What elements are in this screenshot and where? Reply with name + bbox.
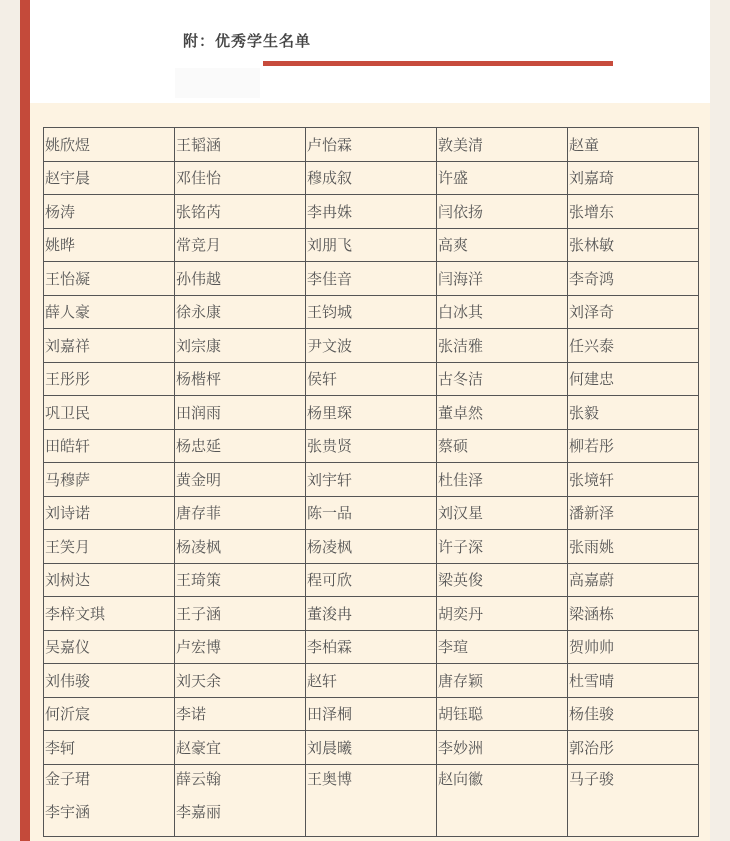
student-name-cell: 张雨姚	[568, 530, 699, 564]
student-name-cell: 王子涵	[175, 597, 306, 631]
table-row	[44, 228, 699, 262]
student-name: 赵向徽	[438, 769, 484, 788]
student-name-cell: 刘宇轩	[306, 463, 437, 497]
student-name-cell: 古冬洁	[437, 362, 568, 396]
student-name-cell	[306, 764, 437, 836]
student-name-cell: 杨楷枰	[175, 362, 306, 396]
student-name-cell: 田皓轩	[44, 429, 175, 463]
student-name-cell: 白冰其	[437, 295, 568, 329]
student-name-cell: 孙伟越	[175, 262, 306, 296]
student-name-cell: 任兴泰	[568, 329, 699, 363]
student-name-cell: 唐存菲	[175, 496, 306, 530]
table-row	[44, 764, 699, 836]
student-name-cell	[568, 764, 699, 836]
student-name-cell: 王彤彤	[44, 362, 175, 396]
student-name-cell: 邓佳怡	[175, 161, 306, 195]
student-name-cell: 张贵贤	[306, 429, 437, 463]
table-row	[44, 664, 699, 698]
student-name-cell	[437, 764, 568, 836]
student-name-cell: 许子深	[437, 530, 568, 564]
header	[30, 0, 710, 103]
table-row	[44, 597, 699, 631]
student-name-cell: 李诺	[175, 697, 306, 731]
student-name-cell: 杨佳骏	[568, 697, 699, 731]
student-name-cell: 杨涛	[44, 195, 175, 229]
student-name-cell: 郭治彤	[568, 731, 699, 765]
student-name-cell	[44, 764, 175, 836]
student-name-cell: 张毅	[568, 396, 699, 430]
student-name-cell: 闫依扬	[437, 195, 568, 229]
content-area	[30, 103, 710, 841]
student-name-cell: 李妙洲	[437, 731, 568, 765]
student-name-cell: 贺帅帅	[568, 630, 699, 664]
student-name: 马子骏	[569, 769, 615, 788]
student-name-cell: 薛人豪	[44, 295, 175, 329]
table-row	[44, 161, 699, 195]
student-name-cell: 刘朋飞	[306, 228, 437, 262]
student-name: 李嘉丽	[176, 802, 222, 821]
student-name-cell: 闫海洋	[437, 262, 568, 296]
student-name-cell: 张林敏	[568, 228, 699, 262]
student-name: 王奥博	[307, 769, 353, 788]
student-name-cell: 刘汉星	[437, 496, 568, 530]
left-accent-bar	[20, 0, 30, 841]
student-name-cell: 赵豪宜	[175, 731, 306, 765]
student-name-cell: 姚晔	[44, 228, 175, 262]
student-name-cell: 尹文波	[306, 329, 437, 363]
student-name-cell: 卢怡霖	[306, 128, 437, 162]
student-name-cell: 何建忠	[568, 362, 699, 396]
student-name-cell: 李瑄	[437, 630, 568, 664]
student-name-cell: 刘嘉祥	[44, 329, 175, 363]
student-name-cell: 刘晨曦	[306, 731, 437, 765]
student-name-cell	[175, 764, 306, 836]
table-row	[44, 530, 699, 564]
student-name-cell: 王笑月	[44, 530, 175, 564]
student-name-cell: 胡钰聪	[437, 697, 568, 731]
student-name-cell: 李轲	[44, 731, 175, 765]
student-name-cell: 李柏霖	[306, 630, 437, 664]
table-row	[44, 329, 699, 363]
student-name-cell: 杨忠延	[175, 429, 306, 463]
student-name-cell: 杜雪晴	[568, 664, 699, 698]
table-row	[44, 128, 699, 162]
student-name-cell: 穆成叙	[306, 161, 437, 195]
student-name: 金子珺	[45, 769, 91, 788]
table-row	[44, 362, 699, 396]
student-name-cell: 赵宇晨	[44, 161, 175, 195]
student-name-cell: 赵轩	[306, 664, 437, 698]
student-name-cell: 张铭芮	[175, 195, 306, 229]
table-row	[44, 262, 699, 296]
student-name-cell: 卢宏博	[175, 630, 306, 664]
table-row	[44, 697, 699, 731]
title-underline	[263, 61, 613, 66]
student-name-cell: 杨里琛	[306, 396, 437, 430]
student-name-cell: 刘宗康	[175, 329, 306, 363]
student-name-cell: 杜佳泽	[437, 463, 568, 497]
student-list-body	[44, 128, 699, 837]
student-name-cell: 高爽	[437, 228, 568, 262]
student-name-cell: 张境轩	[568, 463, 699, 497]
student-name-cell: 刘泽奇	[568, 295, 699, 329]
student-name-cell: 高嘉蔚	[568, 563, 699, 597]
student-name-cell: 李梓文琪	[44, 597, 175, 631]
student-name-cell: 董浚冉	[306, 597, 437, 631]
student-name-cell: 王琦策	[175, 563, 306, 597]
table-row	[44, 195, 699, 229]
student-name-cell: 胡奕丹	[437, 597, 568, 631]
table-row	[44, 463, 699, 497]
student-name-cell: 黄金明	[175, 463, 306, 497]
student-name-cell: 马穆萨	[44, 463, 175, 497]
student-name-cell: 刘嘉琦	[568, 161, 699, 195]
table-row	[44, 630, 699, 664]
table-row	[44, 731, 699, 765]
student-name-cell: 陈一品	[306, 496, 437, 530]
faint-placeholder	[175, 68, 260, 98]
student-name-cell: 柳若彤	[568, 429, 699, 463]
page-title: 附：优秀学生名单	[183, 32, 312, 50]
student-name-cell: 梁英俊	[437, 563, 568, 597]
student-name-cell: 刘树达	[44, 563, 175, 597]
student-name-cell: 吴嘉仪	[44, 630, 175, 664]
student-name-cell: 张洁雅	[437, 329, 568, 363]
student-name-cell: 张增东	[568, 195, 699, 229]
student-name-cell: 田泽桐	[306, 697, 437, 731]
table-row	[44, 496, 699, 530]
student-name-cell: 程可欣	[306, 563, 437, 597]
student-name-cell: 田润雨	[175, 396, 306, 430]
student-name-cell: 王钧城	[306, 295, 437, 329]
student-name-cell: 梁涵栋	[568, 597, 699, 631]
student-name-cell: 侯轩	[306, 362, 437, 396]
student-name-cell: 姚欣煜	[44, 128, 175, 162]
table-row	[44, 295, 699, 329]
student-name-cell: 李奇鸿	[568, 262, 699, 296]
student-name-cell: 巩卫民	[44, 396, 175, 430]
student-name-cell: 赵童	[568, 128, 699, 162]
student-name-cell: 刘伟骏	[44, 664, 175, 698]
student-name: 薛云翰	[176, 769, 222, 788]
student-name-cell: 刘天余	[175, 664, 306, 698]
student-name-cell: 敦美清	[437, 128, 568, 162]
student-name-cell: 许盛	[437, 161, 568, 195]
table-row	[44, 396, 699, 430]
student-name-cell: 何沂宸	[44, 697, 175, 731]
student-list-table	[43, 127, 699, 837]
student-name-cell: 蔡硕	[437, 429, 568, 463]
student-name-cell: 杨凌枫	[306, 530, 437, 564]
student-name-cell: 潘新泽	[568, 496, 699, 530]
table-row	[44, 429, 699, 463]
student-name-cell: 李佳音	[306, 262, 437, 296]
student-name-cell: 唐存颖	[437, 664, 568, 698]
table-row	[44, 563, 699, 597]
student-name-cell: 李冉姝	[306, 195, 437, 229]
student-name-cell: 董卓然	[437, 396, 568, 430]
student-name-cell: 王怡凝	[44, 262, 175, 296]
student-name: 李宇涵	[45, 802, 91, 821]
student-name-cell: 王韬涵	[175, 128, 306, 162]
student-name-cell: 徐永康	[175, 295, 306, 329]
student-name-cell: 刘诗诺	[44, 496, 175, 530]
student-name-cell: 常竞月	[175, 228, 306, 262]
student-name-cell: 杨凌枫	[175, 530, 306, 564]
